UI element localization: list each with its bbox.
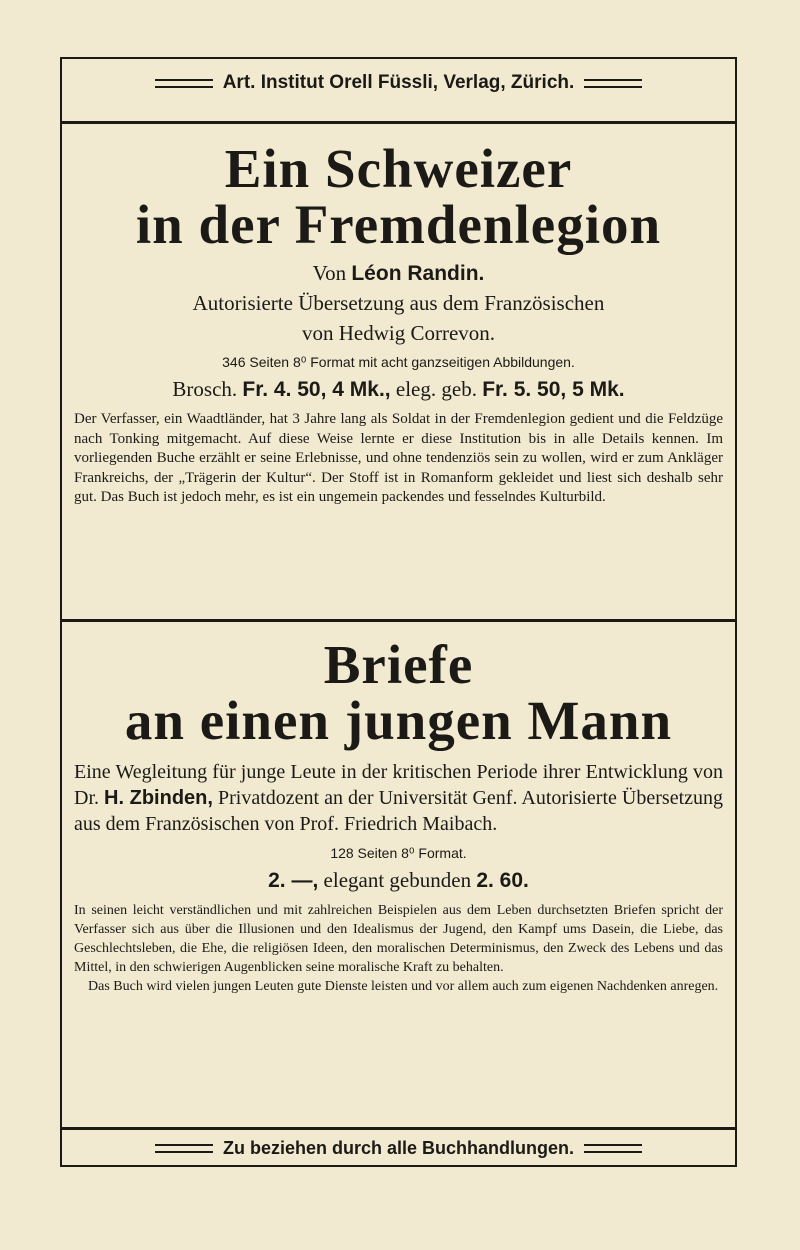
book1-author-name: Léon Randin.: [351, 262, 485, 286]
book1-price-mid: eleg. geb.: [395, 377, 477, 402]
book2-description-1: In seinen leicht verständlichen und mit zahlreichen Beispielen aus dem Leben durchsetzten Briefen spricht der Verfasser sich aus über die Illusionen und den Idealismus der Jugend, den Kampf ums Dasein, die Liebe, das Geschlechtsleben, die Ehe, die religiösen Ideen, den moralischen Determinismus, den Zweck des Lebens und das Mittel, in den schwierigen Augenblicken seine moralische Kraft zu behalten.: [74, 903, 723, 976]
book1-price-b: Fr. 5. 50, 5 Mk.: [482, 378, 625, 402]
double-rule-right: [584, 79, 642, 88]
publisher-name: Art. Institut Orell Füssli, Verlag, Zürich.: [222, 72, 575, 93]
book1-translation: [74, 288, 723, 348]
book1-title-line2: in der Fremdenlegion: [135, 194, 662, 256]
divider-bottom: [62, 1127, 735, 1130]
footer: [62, 1131, 735, 1165]
book1-price-prefix: Brosch.: [172, 377, 238, 402]
book2-price-a: 2. —,: [268, 869, 319, 893]
book2-description-2: Das Buch wird vielen jungen Leuten gute Dienste leisten und vor allem auch zum eigenen Nachdenken anregen.: [88, 979, 719, 995]
book1-title: [74, 138, 723, 256]
book2-intro-author: H. Zbinden,: [104, 787, 213, 810]
book1-section: [74, 138, 723, 508]
book2-intro: [74, 759, 723, 837]
book1-author-prefix: Von: [312, 261, 347, 286]
book1-title-line1: Ein Schweizer: [224, 138, 573, 199]
footer-double-rule-right: [584, 1144, 642, 1153]
book1-author: [74, 261, 723, 286]
book2-title-line1: Briefe: [323, 634, 474, 695]
book2-intro-before: Eine Wegleitung für junge Leute in der kritischen Periode ihrer Entwicklung von Dr.: [74, 761, 723, 810]
book2-price: [74, 868, 723, 893]
book1-translation-line1: Autorisierte Übersetzung aus dem Französischen: [192, 291, 605, 316]
book2-title-line2: an einen jungen Mann: [124, 690, 673, 752]
book2-price-mid: elegant gebunden: [323, 868, 472, 893]
advertisement-page: [60, 57, 737, 1167]
double-rule-left: [155, 79, 213, 88]
footer-text: Zu beziehen durch alle Buchhandlungen.: [222, 1137, 575, 1158]
book1-price: [74, 377, 723, 402]
book1-price-a: Fr. 4. 50, 4 Mk.,: [242, 378, 391, 402]
book2-price-b: 2. 60.: [476, 869, 529, 893]
book1-description: Der Verfasser, ein Waadtländer, hat 3 Jahre lang als Soldat in der Fremdenlegion gedient und die Feldzüge nach Tonking mitgemacht. Auf diese Weise lernte er diese Institution bis in alle Details kennen. Im vorliegenden Buche erzählt er seine Erlebnisse, und ohne tendenziös sein zu wollen, wird er zum Ankläger Frankreichs, der „Trägerin der Kultur“. Der Stoff ist in Romanform gekleidet und liest sich deshalb sehr gut. Das Buch ist jedoch mehr, es ist ein ungemein packendes und fesselndes Kulturbild.: [74, 411, 723, 506]
book2-section: [74, 634, 724, 996]
footer-double-rule-left: [155, 1144, 213, 1153]
book2-intro-after: Privatdozent an der Universität Genf. Autorisierte Übersetzung aus dem Französischen von Prof. Friedrich Maibach.: [74, 787, 724, 836]
publisher-header: [62, 63, 735, 103]
book1-translation-line2: von Hedwig Correvon.: [301, 321, 496, 346]
book2-title: [74, 634, 723, 752]
divider-middle: [62, 619, 735, 622]
book1-format: 346 Seiten 8⁰ Format mit acht ganzseitigen Abbildungen.: [222, 354, 575, 371]
book2-format: 128 Seiten 8⁰ Format.: [330, 845, 467, 862]
divider-top: [62, 121, 735, 124]
